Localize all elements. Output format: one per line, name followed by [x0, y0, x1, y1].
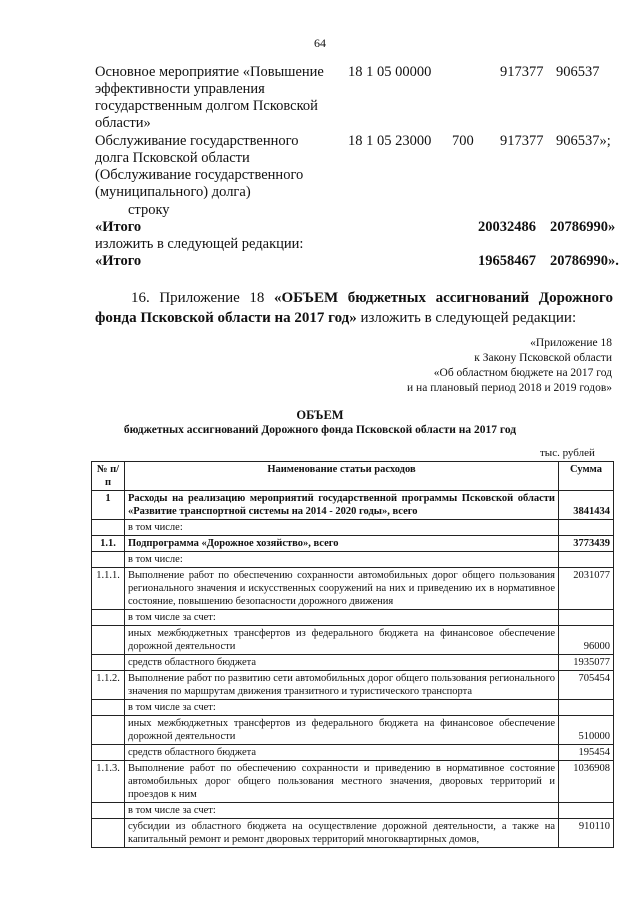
page-number: 64 [314, 36, 326, 50]
row-amount [559, 520, 614, 536]
row-expense-name: иных межбюджетных трансфертов из федерального бюджета на финансовое обеспечение дорожной деятельности [125, 626, 559, 655]
table-row [92, 610, 614, 626]
row-expense-name: Подпрограмма «Дорожное хозяйство», всего [125, 536, 559, 552]
table-row [92, 655, 614, 671]
row-amount: 910110 [559, 819, 614, 848]
row-amount: 195454 [559, 745, 614, 761]
row-number: 1.1.2. [92, 671, 125, 700]
table-row [92, 716, 614, 745]
row-type: 700 [452, 133, 474, 149]
row-amount [559, 552, 614, 568]
table-header-row [92, 462, 614, 491]
row-amount: 705454 [559, 671, 614, 700]
row-amount [559, 700, 614, 716]
row-expense-name: иных межбюджетных трансфертов из федерального бюджета на финансовое обеспечение дорожной деятельности [125, 716, 559, 745]
itogo-new-sum-2018: 20786990». [550, 253, 619, 269]
table-row [92, 536, 614, 552]
doc-title: ОБЪЕМ [296, 408, 344, 422]
header-num: № п/п [92, 462, 125, 491]
itogo-new-label: «Итого [95, 253, 142, 269]
itogo-old-sum-2017: 20032486 [478, 219, 536, 235]
row-expense-name: средств областного бюджета [125, 655, 559, 671]
line-izlozhit: изложить в следующей редакции: [95, 236, 304, 252]
row-expense-name: субсидии из областного бюджета на осуществление дорожной деятельности, а также на капитальный ремонт и ремонт дворовых территорий многоквартирных домов, [125, 819, 559, 848]
table-row [92, 491, 614, 520]
row-amount: 1036908 [559, 761, 614, 803]
row-name: Основное мероприятие «Повышение эффективности управления государственным долгом Псковской области» [95, 64, 324, 131]
row-amount: 3773439 [559, 536, 614, 552]
row-number [92, 610, 125, 626]
row-expense-name: в том числе: [125, 520, 559, 536]
row-sum-2018: 906537»; [556, 133, 611, 149]
doc-subtitle: бюджетных ассигнований Дорожного фонда Псковской области на 2017 год [123, 424, 517, 436]
row-number [92, 700, 125, 716]
row-amount: 510000 [559, 716, 614, 745]
paragraph-16: 16. Приложение 18 «ОБЪЕМ бюджетных ассигнований Дорожного фонда Псковской области на 2017 год» изложить в следующей редакции: [95, 290, 613, 326]
row-number [92, 626, 125, 655]
row-expense-name: Выполнение работ по развитию сети автомобильных дорог общего пользования регионального значения по маршрутам движения транзитного и туристического транспорта [125, 671, 559, 700]
row-number [92, 655, 125, 671]
row-expense-name: Выполнение работ по обеспечению сохранности и приведению в нормативное состояние автомобильных дорог общего пользования местного значения, дворовых территорий и проездов к ним [125, 761, 559, 803]
row-expense-name: в том числе за счет: [125, 610, 559, 626]
table-row [92, 700, 614, 716]
row-number [92, 520, 125, 536]
appendix-header: «Приложение 18 к Закону Псковской области «Об областном бюджете на 2017 год и на плановый период 2018 и 2019 годов» [407, 337, 612, 394]
row-number: 1.1.3. [92, 761, 125, 803]
row-number [92, 716, 125, 745]
row-amount [559, 610, 614, 626]
row-number [92, 745, 125, 761]
row-name: Обслуживание государственного долга Псковской области (Обслуживание государственного (муниципального) долга) [95, 133, 304, 200]
table-row [92, 568, 614, 610]
row-number [92, 552, 125, 568]
row-number [92, 803, 125, 819]
itogo-old-sum-2018: 20786990» [550, 219, 616, 235]
table-row [92, 520, 614, 536]
row-expense-name: в том числе за счет: [125, 803, 559, 819]
row-code: 18 1 05 00000 [348, 64, 432, 80]
row-sum-2018: 906537 [556, 64, 600, 80]
header-name: Наименование статьи расходов [125, 462, 559, 491]
table-row [92, 626, 614, 655]
units-label: тыс. рублей [540, 447, 595, 459]
row-code: 18 1 05 23000 [348, 133, 432, 149]
row-expense-name: средств областного бюджета [125, 745, 559, 761]
itogo-old-label: «Итого [95, 219, 142, 235]
row-amount: 1935077 [559, 655, 614, 671]
table-row [92, 803, 614, 819]
table-row [92, 552, 614, 568]
row-sum-2017: 917377 [500, 64, 544, 80]
table-row [92, 671, 614, 700]
row-expense-name: в том числе за счет: [125, 700, 559, 716]
row-expense-name: Расходы на реализацию мероприятий государственной программы Псковской области «Развитие транспортной системы на 2014 - 2020 годы», всего [125, 491, 559, 520]
row-amount: 2031077 [559, 568, 614, 610]
itogo-new-sum-2017: 19658467 [478, 253, 536, 269]
row-amount: 3841434 [559, 491, 614, 520]
header-sum: Сумма [559, 462, 614, 491]
table-row [92, 745, 614, 761]
row-expense-name: Выполнение работ по обеспечению сохранности автомобильных дорог общего пользования регионального значения и искусственных сооружений на них и приведению их в нормативное состояние, повышению безопасности дорожного движения [125, 568, 559, 610]
table-row [92, 819, 614, 848]
line-stroku: строку [128, 202, 170, 218]
row-number [92, 819, 125, 848]
row-expense-name: в том числе: [125, 552, 559, 568]
budget-table [91, 461, 614, 848]
row-number: 1.1.1. [92, 568, 125, 610]
row-number: 1.1. [92, 536, 125, 552]
row-amount: 96000 [559, 626, 614, 655]
row-sum-2017: 917377 [500, 133, 544, 149]
row-amount [559, 803, 614, 819]
table-row [92, 761, 614, 803]
row-number: 1 [92, 491, 125, 520]
